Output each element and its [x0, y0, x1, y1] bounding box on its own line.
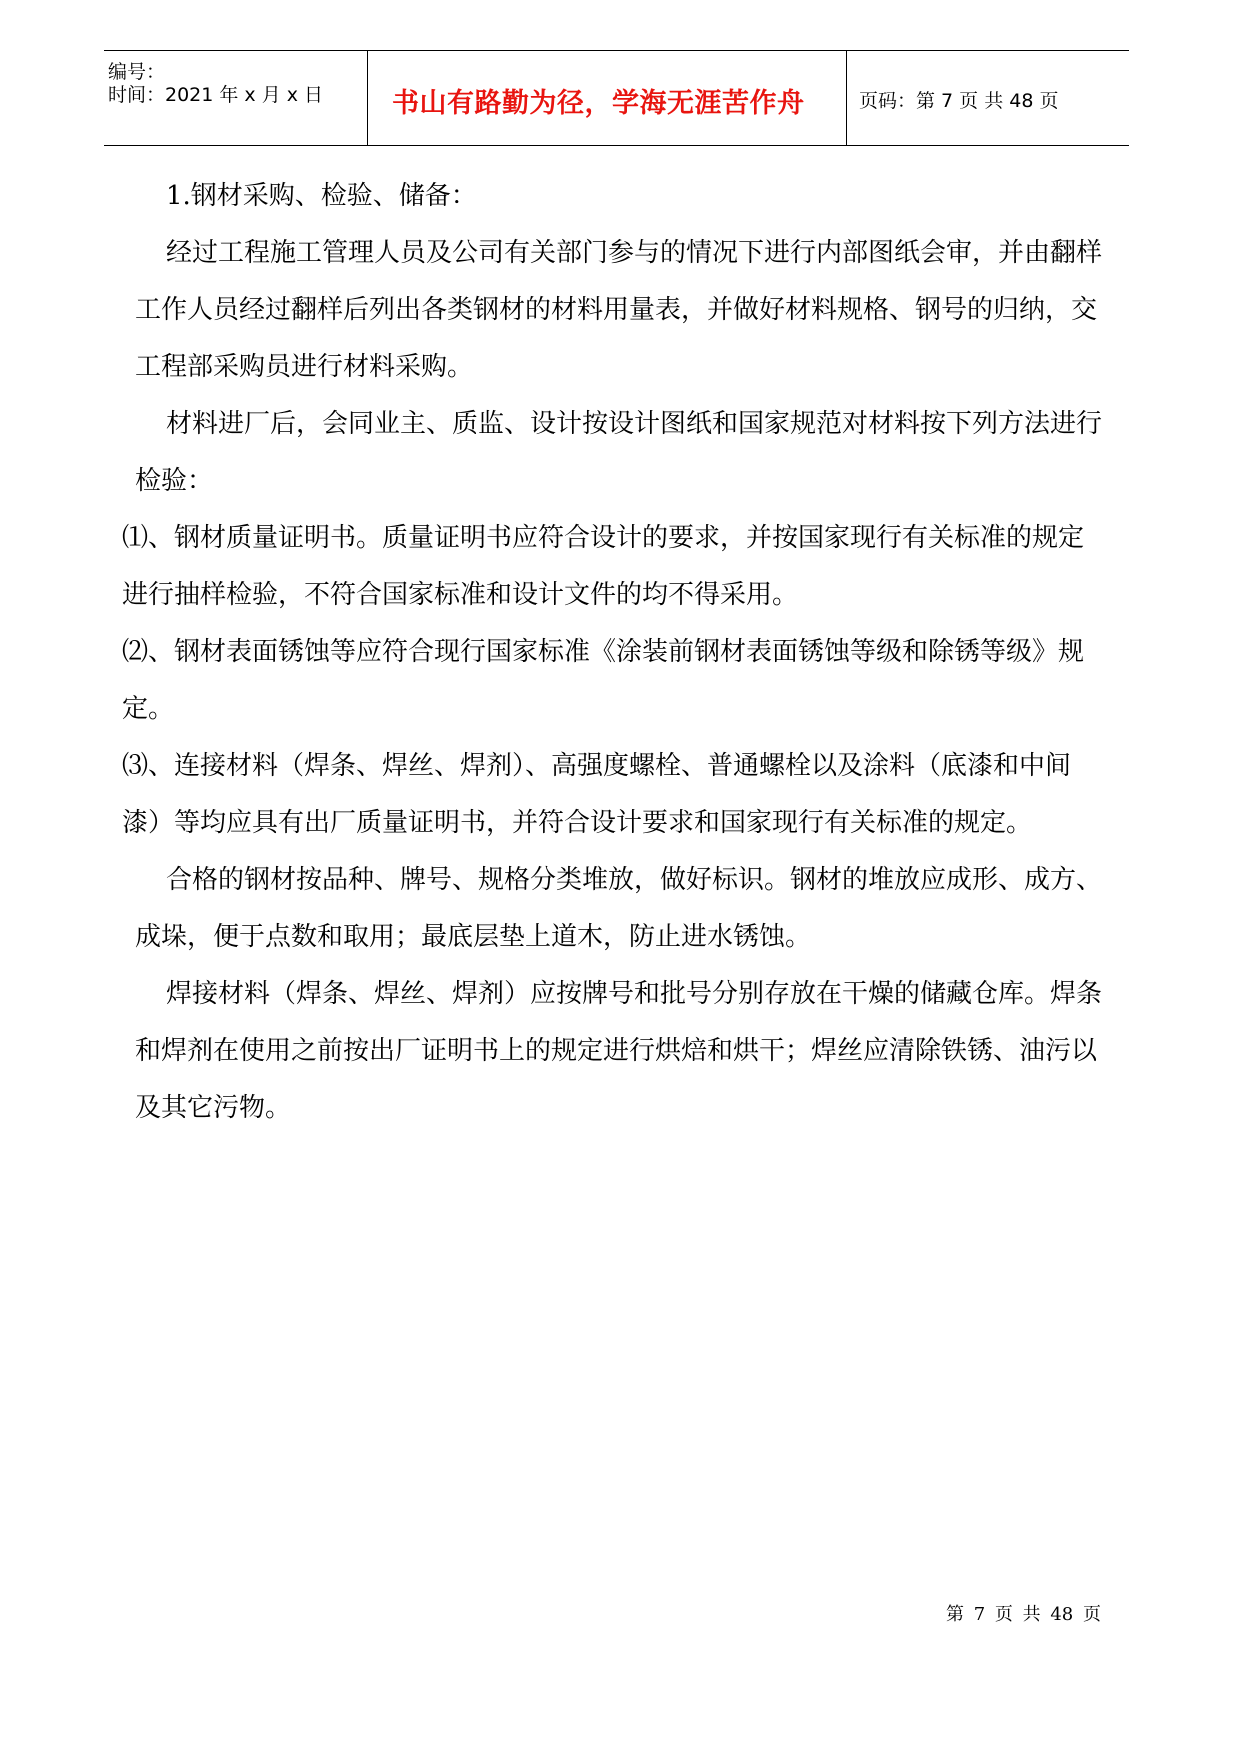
time-label: 时间：2021 年 x 月 x 日	[108, 84, 324, 106]
paragraph-storage: 合格的钢材按品种、牌号、规格分类堆放，做好标识。钢材的堆放应成形、成方、成垛，便于点数和取用；最底层垫上道木，防止进水锈蚀。	[135, 865, 1103, 952]
header-middle-cell	[367, 51, 847, 145]
paragraph-review: 经过工程施工管理人员及公司有关部门参与的情况下进行内部图纸会审，并由翻样工作人员经过翻样后列出各类钢材的材料用量表，并做好材料规格、钢号的归纳，交工程部采购员进行材料采购。	[135, 238, 1103, 382]
paragraph-inspection-intro: 材料进厂后，会同业主、质监、设计按设计图纸和国家规范对材料按下列方法进行检验：	[135, 409, 1103, 496]
page-footer: 第 7 页 共 48 页	[946, 1604, 1101, 1625]
document-body	[122, 168, 1105, 1137]
page-header	[104, 50, 1129, 146]
header-right-cell	[847, 51, 1129, 145]
list-item-rust: ⑵、钢材表面锈蚀等应符合现行国家标准《涂装前钢材表面锈蚀等级和除锈等级》规定。	[122, 637, 1085, 724]
list-item-certificate: ⑴、钢材质量证明书。质量证明书应符合设计的要求，并按国家现行有关标准的规定进行抽样检验，不符合国家标准和设计文件的均不得采用。	[122, 523, 1085, 610]
list-item-connection-materials: ⑶、连接材料（焊条、焊丝、焊剂）、高强度螺栓、普通螺栓以及涂料（底漆和中间漆）等均应具有出厂质量证明书，并符合设计要求和国家现行有关标准的规定。	[122, 751, 1072, 838]
header-page-info: 页码：第 7 页 共 48 页	[859, 90, 1059, 112]
paragraph-welding-materials: 焊接材料（焊条、焊丝、焊剂）应按牌号和批号分别存放在干燥的储藏仓库。焊条和焊剂在使用之前按出厂证明书上的规定进行烘焙和烘干；焊丝应清除铁锈、油污以及其它污物。	[135, 979, 1103, 1123]
serial-number-label: 编号：	[108, 61, 166, 83]
header-motto: 书山有路勤为径，学海无涯苦作舟	[392, 88, 805, 119]
header-left-cell	[104, 51, 365, 145]
section-heading: 1.钢材采购、检验、储备：	[166, 181, 477, 211]
